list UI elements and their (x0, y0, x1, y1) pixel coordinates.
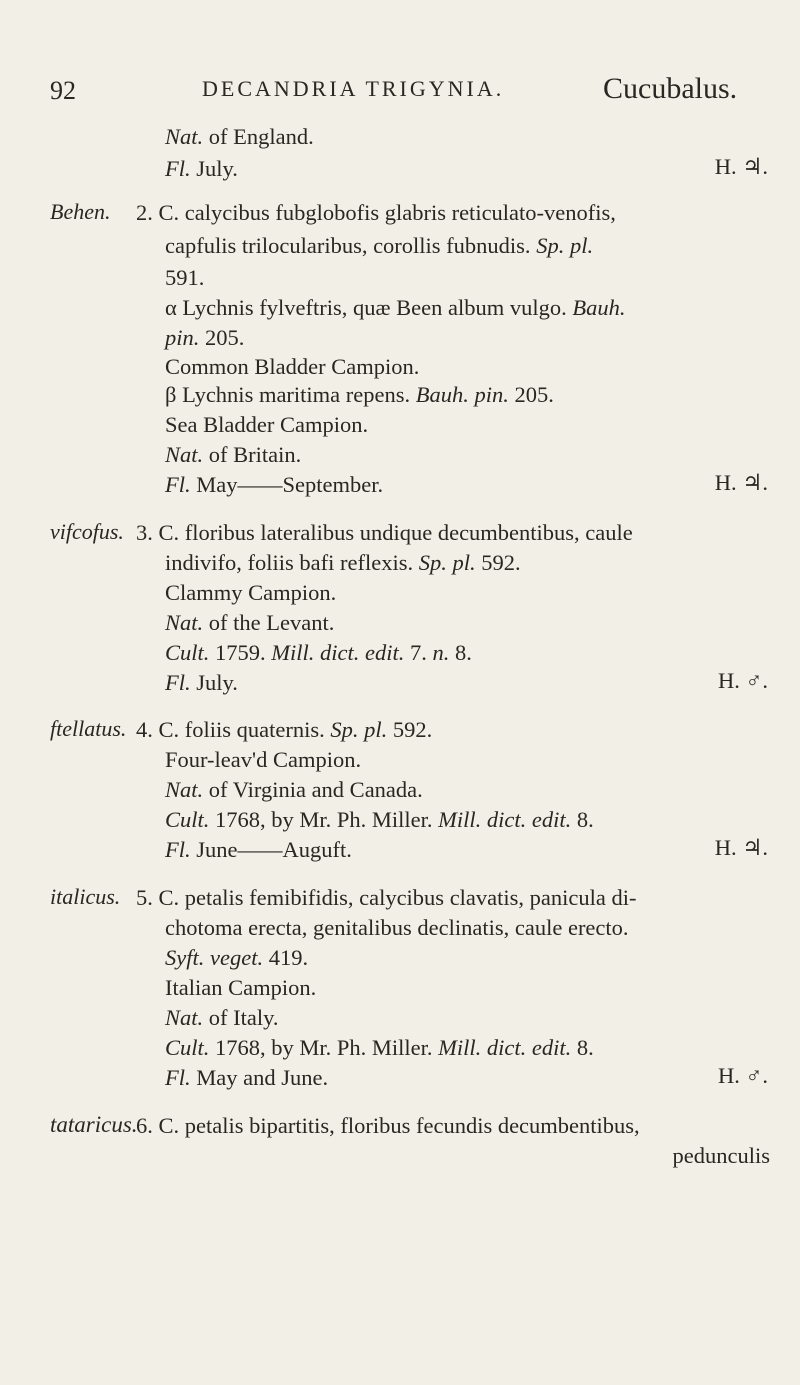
italic-text: n. (432, 640, 450, 665)
italic-text: Fl. (165, 1065, 191, 1090)
text-run: 205. (508, 382, 554, 407)
text-line (165, 380, 554, 410)
text-run: 592. (387, 717, 433, 742)
italic-text: Bauh. pin. (415, 382, 509, 407)
habit-symbol: H. ♂. (718, 1063, 768, 1088)
italic-text: Fl. (165, 837, 191, 862)
text-line (165, 943, 308, 973)
italic-text: Nat. (165, 1005, 204, 1030)
species-sidenote: ftellatus. (50, 716, 127, 741)
text-run: Clammy Campion. (165, 580, 337, 605)
italic-text: Sp. pl. (536, 233, 594, 258)
text-run: of England. (203, 124, 314, 149)
text-run: pedunculis (672, 1143, 770, 1168)
text-run: capfulis trilocularibus, corollis fubnudis. (165, 233, 537, 258)
text-line (165, 973, 316, 1003)
habit-symbol: H. ♃. (714, 154, 768, 179)
habit-symbol: H. ♃. (714, 470, 768, 495)
text-line (165, 668, 238, 698)
text-line (165, 578, 336, 608)
text-run: of the Levant. (203, 610, 335, 635)
italic-text: Nat. (165, 777, 204, 802)
text-run: May and June. (190, 1065, 329, 1090)
text-line (165, 1063, 328, 1093)
text-line (165, 293, 626, 323)
text-run: Common Bladder Campion. (165, 354, 420, 379)
text-run: July. (190, 156, 238, 181)
text-line (165, 608, 334, 638)
italic-text: Sp. pl. (418, 550, 476, 575)
italic-text: Fl. (165, 670, 191, 695)
text-run: 8. (449, 640, 472, 665)
text-line (165, 548, 521, 578)
text-line (165, 1003, 279, 1033)
text-run: Italian Campion. (165, 975, 317, 1000)
text-line (136, 518, 633, 548)
text-run: 8. (571, 1035, 594, 1060)
text-run: 2. C. calycibus fubglobofis glabris reticulato-venofis, (136, 200, 616, 225)
text-line (165, 1033, 594, 1063)
italic-text: Sp. pl. (330, 717, 388, 742)
text-run: 4. C. foliis quaternis. (136, 717, 331, 742)
text-run: 6. C. petalis bipartitis, floribus fecundis decumbentibus, (136, 1113, 640, 1138)
text-run: of Britain. (203, 442, 302, 467)
habit-symbol: H. ♂. (718, 668, 768, 693)
italic-text: Fl. (165, 156, 191, 181)
text-run: α Lychnis fylveftris, quæ Been album vulgo. (165, 295, 573, 320)
text-line (136, 715, 432, 745)
text-line (165, 323, 244, 353)
habit-symbol: H. ♃. (714, 835, 768, 860)
italic-text: Nat. (165, 124, 204, 149)
text-run: 1759. (209, 640, 272, 665)
text-run: 3. C. floribus lateralibus undique decumbentibus, caule (136, 520, 633, 545)
italic-text: Fl. (165, 472, 191, 497)
species-sidenote: Behen. (50, 199, 111, 224)
text-run: 1768, by Mr. Ph. Miller. (209, 807, 439, 832)
text-run: 419. (263, 945, 309, 970)
text-line (136, 198, 616, 228)
text-line (136, 1111, 640, 1141)
text-line (165, 154, 238, 184)
page-number: 92 (50, 76, 76, 105)
genus-title: Cucubalus. (603, 72, 738, 105)
text-line (136, 883, 637, 913)
italic-text: Mill. dict. edit. (438, 1035, 572, 1060)
text-line (165, 231, 593, 261)
text-line (165, 263, 204, 293)
italic-text: Nat. (165, 610, 204, 635)
text-run: 591. (165, 265, 205, 290)
italic-text: Cult. (165, 1035, 210, 1060)
text-run: Sea Bladder Campion. (165, 412, 369, 437)
page-header (0, 72, 800, 116)
text-run: June——Auguft. (190, 837, 352, 862)
text-line (673, 1141, 770, 1171)
text-line (165, 835, 352, 865)
italic-text: Bauh. (572, 295, 626, 320)
italic-text: Nat. (165, 442, 204, 467)
text-run: indivifo, foliis bafi reflexis. (165, 550, 419, 575)
text-run: 592. (475, 550, 521, 575)
text-run: chotoma erecta, genitalibus declinatis, caule erecto. (165, 915, 629, 940)
text-line (165, 805, 594, 835)
italic-text: Syft. veget. (165, 945, 264, 970)
text-line (165, 913, 629, 943)
text-run: 8. (571, 807, 594, 832)
text-line (165, 470, 383, 500)
text-line (165, 352, 419, 382)
species-sidenote: vifcofus. (50, 519, 124, 544)
text-line (165, 775, 423, 805)
text-run: 205. (199, 325, 245, 350)
text-run: July. (190, 670, 238, 695)
text-run: of Virginia and Canada. (203, 777, 423, 802)
italic-text: pin. (165, 325, 200, 350)
species-sidenote: tataricus. (50, 1112, 138, 1137)
text-line (165, 410, 368, 440)
text-run: β Lychnis maritima repens. (165, 382, 416, 407)
text-run: 5. C. petalis femibifidis, calycibus clavatis, panicula di- (136, 885, 637, 910)
text-run: Four-leav'd Campion. (165, 747, 362, 772)
text-line (165, 638, 472, 668)
text-run: 7. (404, 640, 433, 665)
text-line (165, 440, 301, 470)
italic-text: Cult. (165, 807, 210, 832)
text-line (165, 122, 314, 152)
italic-text: Mill. dict. edit. (271, 640, 405, 665)
text-run: of Italy. (203, 1005, 279, 1030)
text-run: 1768, by Mr. Ph. Miller. (209, 1035, 439, 1060)
species-sidenote: italicus. (50, 884, 121, 909)
italic-text: Cult. (165, 640, 210, 665)
running-title: DECANDRIA TRIGYNIA. (202, 76, 505, 101)
text-run: May——September. (190, 472, 384, 497)
italic-text: Mill. dict. edit. (438, 807, 572, 832)
text-line (165, 745, 361, 775)
